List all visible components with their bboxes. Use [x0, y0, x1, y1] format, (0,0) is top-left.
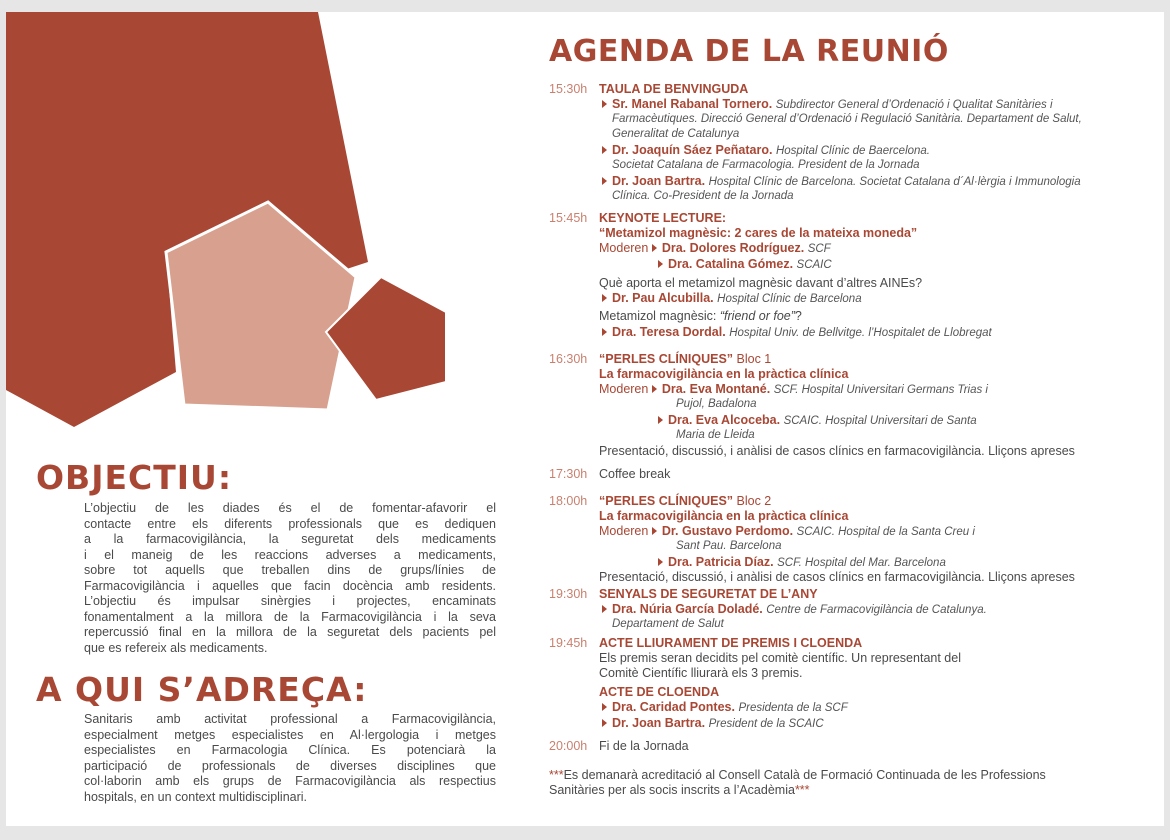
- session-text: Fi de la Jornada: [599, 739, 689, 753]
- session-time: 18:00h: [549, 494, 588, 508]
- moderator-line: [599, 524, 975, 540]
- session-title: SENYALS DE SEGURETAT DE L’ANY: [599, 587, 818, 601]
- speaker-affiliation: Societat Catalana de Farmacologia. President de la Jornada: [612, 159, 920, 171]
- objectiu-text: [84, 501, 496, 656]
- adreca-text: [84, 712, 496, 805]
- objectiu-line: Farmacovigilància i aquelles que facin docència amb residents.: [84, 578, 496, 593]
- session-time: 19:45h: [549, 636, 588, 650]
- adreca-line: especialment metges especialistes en Al·lergologia i metges: [84, 727, 496, 742]
- session-note: Presentació, discussió, i anàlisi de casos clínics en farmacovigilància. Lliçons apreses: [599, 570, 1075, 584]
- triangle-bullet-icon: [602, 100, 607, 108]
- speaker-name: Dra. Eva Montané.: [661, 382, 771, 396]
- moderator-line: [658, 413, 977, 429]
- footnote-line: [549, 783, 810, 798]
- session-subtitle: ACTE DE CLOENDA: [599, 685, 720, 699]
- adreca-line: col·laborin amb els grups de Farmacovigilància als respectius: [84, 774, 496, 788]
- triangle-bullet-icon: [652, 244, 657, 252]
- speaker-name: Dra. Patricia Díaz.: [668, 555, 774, 569]
- session-time: 15:45h: [549, 211, 588, 225]
- speaker-line: [602, 97, 1053, 113]
- decorative-shapes: [6, 12, 626, 452]
- footnote-stars: ***: [549, 768, 564, 782]
- speaker-line: [602, 716, 824, 732]
- speaker-affiliation: Subdirector General d’Ordenació i Qualitat Sanitàries i: [775, 99, 1053, 111]
- speaker-affiliation: SCF. Hospital del Mar. Barcelona: [777, 557, 946, 569]
- triangle-bullet-icon: [602, 177, 607, 185]
- speaker-name: Dra. Catalina Gómez.: [668, 257, 794, 271]
- talk-question-part: ?: [794, 309, 802, 323]
- session-title: TAULA DE BENVINGUDA: [599, 82, 749, 96]
- session-time: 17:30h: [549, 467, 588, 481]
- speaker-affiliation: Maria de Lleida: [676, 429, 755, 441]
- speaker-name: Sr. Manel Rabanal Tornero.: [612, 97, 773, 111]
- session-title: KEYNOTE LECTURE:: [599, 211, 727, 225]
- triangle-bullet-icon: [652, 527, 657, 535]
- session-subtitle: La farmacovigilància en la pràctica clínica: [599, 367, 849, 381]
- session-time: 15:30h: [549, 82, 588, 96]
- speaker-affiliation: Generalitat de Catalunya: [612, 128, 740, 140]
- session-bloc: Bloc 2: [733, 494, 772, 508]
- footnote-line: [549, 768, 1046, 783]
- triangle-bullet-icon: [602, 605, 607, 613]
- session-note: Presentació, discussió, i anàlisi de casos clínics en farmacovigilància. Lliçons apreses: [599, 444, 1075, 458]
- speaker-name: Dr. Joan Bartra.: [612, 716, 706, 730]
- adreca-line: especialistes en Farmacologia Clínica. Es potenciarà la: [84, 743, 496, 757]
- session-title-line: [599, 352, 771, 367]
- objectiu-line: L’objectiu de les diades és el de fomentar-afavorir el: [84, 501, 496, 515]
- adreca-line: Sanitaris amb activitat professional a Farmacovigilància,: [84, 712, 496, 726]
- session-text: Els premis seran decidits pel comitè científic. Un representant del: [599, 651, 961, 665]
- speaker-name: Dr. Joaquín Sáez Peñataro.: [612, 143, 773, 157]
- speaker-affiliation: Sant Pau. Barcelona: [676, 540, 782, 552]
- moderator-line: [599, 382, 988, 398]
- talk-question: [599, 309, 802, 324]
- objectiu-line: sobre tot aquells que treballen dins de grups/línies de: [84, 563, 496, 577]
- speaker-affiliation: SCAIC. Hospital de la Santa Creu i: [796, 526, 975, 538]
- speaker-name: Dr. Pau Alcubilla.: [612, 291, 714, 305]
- speaker-affiliation: Departament de Salut: [612, 618, 724, 630]
- speaker-affiliation: Presidenta de la SCF: [738, 702, 848, 714]
- speaker-affiliation: Hospital Clínic de Barcelona. Societat Catalana d´Al·lèrgia i Immunologia: [708, 176, 1081, 188]
- speaker-affiliation: Clínica. Co-President de la Jornada: [612, 190, 794, 202]
- talk-question-part: Metamizol magnèsic:: [599, 309, 720, 323]
- objectiu-line: contacte entre els diferents professionals que es dediquen: [84, 516, 496, 531]
- adreca-line: participació de professionals de diverses disciplines que: [84, 758, 496, 773]
- triangle-bullet-icon: [602, 719, 607, 727]
- session-subtitle: La farmacovigilància en la pràctica clínica: [599, 509, 849, 523]
- triangle-bullet-icon: [652, 385, 657, 393]
- session-title: “PERLES CLÍNIQUES”: [599, 494, 734, 508]
- moderen-label: Moderen: [599, 524, 649, 538]
- objectiu-line: a la farmacovigilància, la seguretat dels medicaments: [84, 532, 496, 546]
- speaker-affiliation: SCAIC: [796, 259, 832, 271]
- speaker-affiliation: Hospital Univ. de Bellvitge. l’Hospitalet de Llobregat: [729, 327, 992, 339]
- triangle-bullet-icon: [658, 558, 663, 566]
- session-title: ACTE LLIURAMENT DE PREMIS I CLOENDA: [599, 636, 863, 650]
- agenda-title: AGENDA DE LA REUNIÓ: [549, 34, 949, 69]
- objectiu-line: repercussió final en la millora de la seguretat dels pacients pel: [84, 625, 496, 639]
- objectiu-line: fonamentalment a la millora de la Farmacovigilància i la seva: [84, 609, 496, 624]
- triangle-bullet-icon: [602, 328, 607, 336]
- speaker-name: Dra. Caridad Pontes.: [612, 700, 735, 714]
- speaker-affiliation: Centre de Farmacovigilància de Catalunya.: [766, 604, 987, 616]
- speaker-affiliation: Farmacèutiques. Direcció General d’Ordenació i Regulació Sanitària. Departament de Salut,: [612, 113, 1082, 125]
- moderator-line: [658, 257, 832, 273]
- speaker-affiliation: President de la SCAIC: [708, 718, 824, 730]
- talk-question-quote: “friend or foe”: [719, 309, 795, 323]
- session-text: Coffee break: [599, 467, 671, 481]
- session-time: 20:00h: [549, 739, 588, 753]
- speaker-line: [602, 143, 930, 159]
- speaker-line: [602, 325, 992, 341]
- adreca-line: hospitals, en un context multidisciplinari.: [84, 789, 308, 804]
- session-title-line: [599, 494, 771, 509]
- moderen-label: Moderen: [599, 241, 649, 255]
- footnote-text: Sanitàries per als socis inscrits a l’Acadèmia: [549, 783, 795, 797]
- adreca-title: A QUI S’ADREÇA:: [36, 670, 368, 709]
- talk-question: Què aporta el metamizol magnèsic davant d’altres AINEs?: [599, 276, 923, 290]
- session-time: 19:30h: [549, 587, 588, 601]
- session-text: Comitè Científic lliurarà els 3 premis.: [599, 666, 803, 680]
- triangle-bullet-icon: [658, 416, 663, 424]
- speaker-affiliation: Hospital Clínic de Barcelona: [717, 293, 862, 305]
- moderator-line: [658, 555, 946, 571]
- moderen-label: Moderen: [599, 382, 649, 396]
- objectiu-title: OBJECTIU:: [36, 458, 233, 497]
- speaker-affiliation: Hospital Clínic de Baercelona.: [775, 145, 931, 157]
- speaker-name: Dra. Núria García Doladé.: [612, 602, 763, 616]
- triangle-bullet-icon: [602, 294, 607, 302]
- triangle-bullet-icon: [658, 260, 663, 268]
- speaker-affiliation: SCAIC. Hospital Universitari de Santa: [783, 415, 977, 427]
- objectiu-line: i el maneig de les reaccions adverses a medicaments,: [84, 547, 496, 562]
- speaker-line: [602, 602, 987, 618]
- speaker-affiliation: SCF: [807, 243, 831, 255]
- triangle-bullet-icon: [602, 703, 607, 711]
- speaker-affiliation: Pujol, Badalona: [676, 398, 757, 410]
- brochure-page: [6, 12, 1164, 826]
- speaker-name: Dra. Dolores Rodríguez.: [661, 241, 805, 255]
- footnote-stars: ***: [794, 783, 810, 797]
- speaker-affiliation: SCF. Hospital Universitari Germans Trias i: [773, 384, 988, 396]
- session-subtitle: “Metamizol magnèsic: 2 cares de la mateixa moneda”: [599, 226, 918, 240]
- session-bloc: Bloc 1: [733, 352, 772, 366]
- objectiu-line: L’objectiu és impulsar sinèrgies i projectes, encaminats: [84, 594, 496, 608]
- speaker-name: Dr. Gustavo Perdomo.: [661, 524, 794, 538]
- speaker-line: [602, 291, 862, 307]
- session-title: “PERLES CLÍNIQUES”: [599, 352, 734, 366]
- session-time: 16:30h: [549, 352, 588, 366]
- speaker-name: Dra. Eva Alcoceba.: [668, 413, 781, 427]
- speaker-line: [602, 700, 848, 716]
- moderator-line: [599, 241, 831, 257]
- footnote-text: Es demanarà acreditació al Consell Català de Formació Continuada de les Professions: [563, 768, 1046, 782]
- triangle-bullet-icon: [602, 146, 607, 154]
- speaker-name: Dra. Teresa Dordal.: [612, 325, 726, 339]
- speaker-line: [602, 174, 1081, 190]
- speaker-name: Dr. Joan Bartra.: [612, 174, 706, 188]
- objectiu-line: que es refereix als medicaments.: [84, 640, 268, 655]
